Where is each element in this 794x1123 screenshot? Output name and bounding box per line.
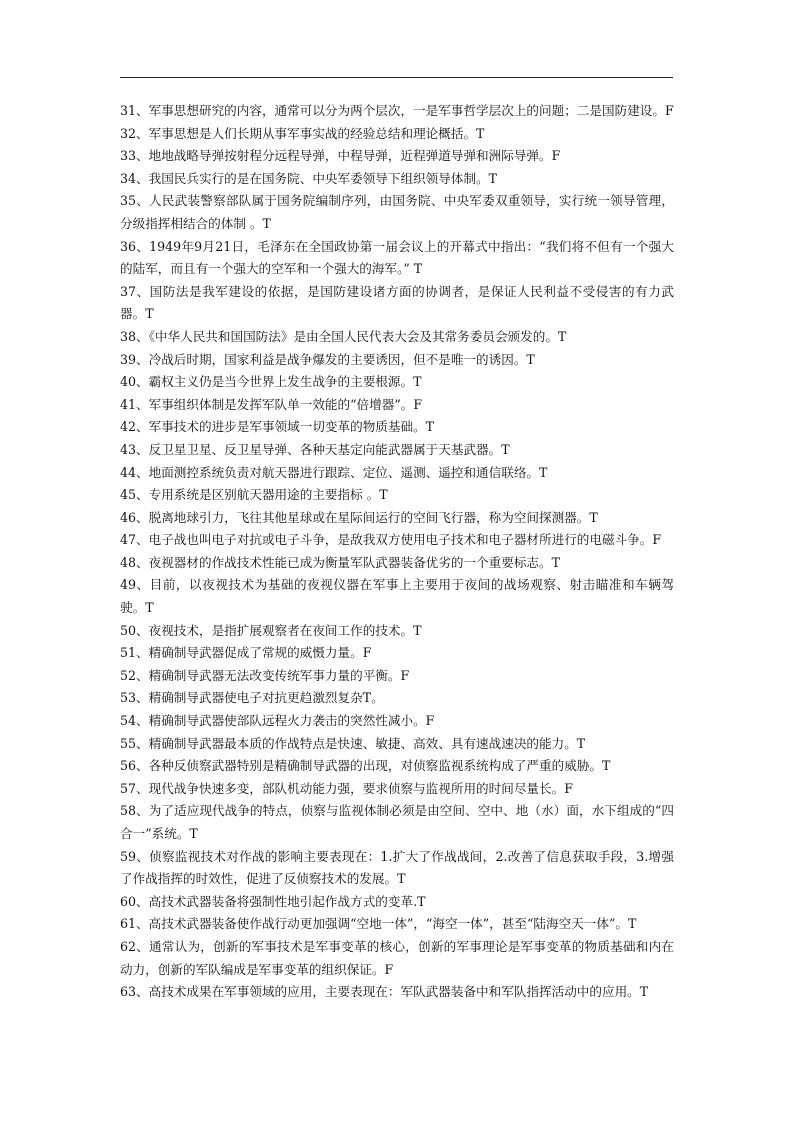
list-item: 62、通常认为，创新的军事技术是军事变革的核心，创新的军事理论是军事变革的物质基础和内在动力，创新的军队编成是军事变革的组织保证。F xyxy=(120,938,674,977)
list-item: 50、夜视技术，是指扩展观察者在夜间工作的技术。T xyxy=(120,622,422,638)
list-item: 40、霸权主义仍是当今世界上发生战争的主要根源。T xyxy=(120,374,422,390)
list-item: 32、军事思想是人们长期从事军事实战的经验总结和理论概括。T xyxy=(120,125,485,141)
list-item: 44、地面测控系统负责对航天器进行跟踪、定位、遥测、遥控和通信联络。T xyxy=(120,464,548,480)
list-item: 31、军事思想研究的内容，通常可以分为两个层次，一是军事哲学层次上的问题；二是国防建设。F xyxy=(120,103,674,118)
list-item: 58、为了适应现代战争的特点，侦察与监视体制必须是由空间、空中、地（水）面，水下组成的“四合一”系统。T xyxy=(120,803,674,841)
list-item: 52、精确制导武器无法改变传统军事力量的平衡。F xyxy=(120,667,410,683)
list-item: 43、反卫星卫星、反卫星导弹、各种天基定向能武器属于天基武器。T xyxy=(120,441,510,457)
list-item: 48、夜视器材的作战技术性能已成为衡量军队武器装备优劣的一个重要标志。T xyxy=(120,554,561,570)
list-item: 61、高技术武器装备使作战行动更加强调“空地一体”，“海空一体”，甚至“陆海空天一体”。T xyxy=(120,916,637,932)
list-item: 35、人民武装警察部队属于国务院编制序列，由国务院、中央军委双重领导，实行统一领导管理，分级指挥相结合的体制 。T xyxy=(120,193,674,231)
list-item: 37、国防法是我军建设的依据，是国防建设诸方面的协调者，是保证人民利益不受侵害的有力武器。T xyxy=(120,283,674,322)
list-item: 39、冷战后时期，国家利益是战争爆发的主要诱因，但不是唯一的诱因。T xyxy=(120,351,535,367)
header-rule xyxy=(120,77,673,78)
list-item: 41、军事组织体制是发挥军队单一效能的“倍增器”。F xyxy=(120,396,423,412)
list-item: 49、目前，以夜视技术为基础的夜视仪器在军事上主要用于夜间的战场观察、射击瞄准和车辆驾驶。T xyxy=(120,577,674,616)
list-item: 51、精确制导武器促成了常规的威慑力量。F xyxy=(120,645,372,661)
question-list xyxy=(120,100,674,1004)
list-item: 53、精确制导武器使电子对抗更趋激烈复杂T。 xyxy=(120,690,384,706)
list-item: 63、高技术成果在军事领域的应用，主要表现在：军队武器装备中和军队指挥活动中的应用。T xyxy=(120,984,649,1000)
list-item: 54、精确制导武器使部队远程火力袭击的突然性减小。F xyxy=(120,713,435,729)
list-item: 60、高技术武器装备将强制性地引起作战方式的变革.T xyxy=(120,893,426,909)
list-item: 55、精确制导武器最本质的作战特点是快速、敏捷、高效、具有速战速决的能力。T xyxy=(120,735,586,751)
list-item: 45、专用系统是区别航天器用途的主要指标 。T xyxy=(120,487,388,503)
list-item: 38、《中华人民共和国国防法》是由全国人民代表大会及其常务委员会颁发的。T xyxy=(120,328,567,344)
list-item: 47、电子战也叫电子对抗或电子斗争，是敌我双方使用电子技术和电子器材所进行的电磁斗争。F xyxy=(120,532,662,548)
list-item: 42、军事技术的进步是军事领域一切变革的物质基础。T xyxy=(120,419,435,435)
list-item: 36、1949年9月21日，毛泽东在全国政协第一届会议上的开幕式中指出：“我们将不但有一个强大的陆军，而且有一个强大的空军和一个强大的海军。” T xyxy=(120,238,674,277)
list-item: 34、我国民兵实行的是在国务院、中央军委领导下组织领导体制。T xyxy=(120,170,498,186)
list-item: 56、各种反侦察武器特别是精确制导武器的出现，对侦察监视系统构成了严重的威胁。T xyxy=(120,758,611,774)
list-item: 59、侦察监视技术对作战的影响主要表现在：1.扩大了作战战间，2.改善了信息获取手段，3.增强了作战指挥的时效性，促进了反侦察技术的发展。T xyxy=(120,848,674,887)
list-item: 33、地地战略导弹按射程分远程导弹，中程导弹，近程弹道导弹和洲际导弹。F xyxy=(120,148,561,164)
list-item: 57、现代战争快速多变，部队机动能力强，要求侦察与监视所用的时间尽量长。F xyxy=(120,780,573,796)
list-item: 46、脱离地球引力，飞往其他星球或在星际间运行的空间飞行器，称为空间探测器。T xyxy=(120,509,598,525)
